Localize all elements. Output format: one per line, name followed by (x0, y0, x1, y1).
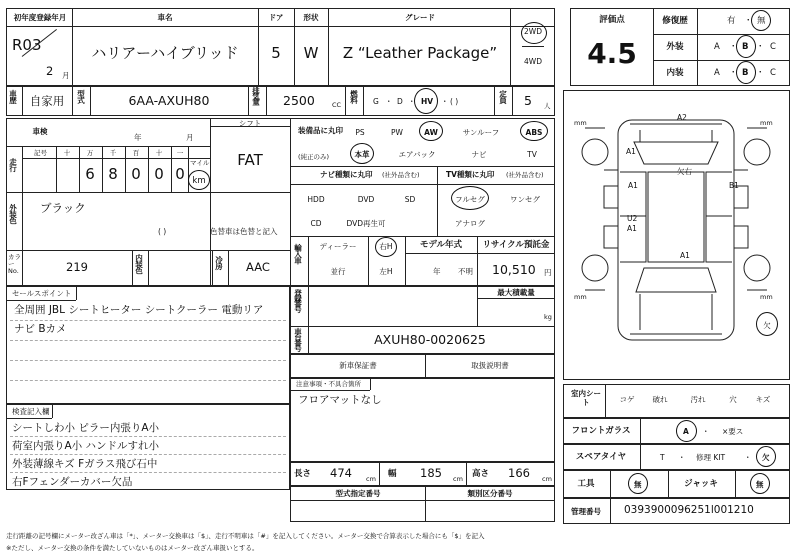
mark-ketsu: 欠 (763, 321, 771, 330)
chassis-number: AXUH80-0020625 (374, 332, 486, 347)
new-car-warranty: 新車保証書 (339, 361, 377, 370)
equip-leather: 本革 (354, 150, 370, 159)
mark-a1: A1 (628, 181, 638, 190)
tv-fullseg-circle (451, 186, 489, 210)
jack-value: 無 (756, 480, 764, 489)
model-year-label: モデル年式 (419, 240, 463, 250)
width: 185 (420, 466, 442, 480)
class-label: 類別区分番号 (467, 489, 513, 498)
tools-value: 無 (634, 480, 642, 489)
mark-ketsu-migi: 欠右 (677, 167, 692, 176)
shape-label: 形状 (303, 13, 319, 22)
notes-text: フロアマットなし (298, 394, 382, 406)
inspector-line: 外装薄線キズ Fガラス飛び石中 (12, 458, 158, 470)
auction-sheet: 初年度登録年月 車名 ドア 形状 グレード R03 2 月 ハリアーハイブリッド 5 W Z “Leather Package” 2WD 4WD 評価点 4.5 修復歴 外装 内装 有 ・ 無 A ・ B ・ C A ・ B ・ C 車歴 自家用 型式 6AA-AXUH80 排気量 2500 CC 燃料 G ・ D ・ HV ・ ( ) 定員 5 人 車検 年 月 シフト FAT 走行 記号 十 万 千 百 十 一 マイル 6 8 0 0 0 km 外装色 ブラック ( ) 色替車は色替と記入 カラーNo. 219 内装色 冷房 AAC 装備品に丸印 (純正のみ) PS PW AW サンルーフ ABS 本革 エアバック ナビ TV ナビ種類に丸印 (社外品含む) TV種類に丸印 (社外品含む) HDD DVD SD CD DVD再生可 フルセグ ワンセグ アナログ 輸入車 ディーラー 並行 右H 左H モデル年式 年 不明 リサイクル預託金 10,510 円 セールスポイント 全周囲 JBL シートヒーター シートクーラー 電動リア ナビ Bカメ 登録番号 最大積載量 kg 車台番号 AXUH80-0020625 新車保証書 取扱説明書 注意事項・不具合箇所 フロアマットなし 検査記入欄 シートしわ小 ピラー内張りA小 荷室内張りA小 ハンドルすれ小 外装薄線キズ Fガラス飛び石中 右Fフェンダーカバー欠品 長さ 474 cm 幅 185 cm 高さ 166 cm 型式指定番号 類別区分番号 A2 A1 欠右 A1 B1 U2 A1 A1 欠 mm mm mm mm 室内シート コゲ 破れ 汚れ 穴 キズ フロントガラス A ・ ×要ス スペアタイヤ T ・ 修理 KIT ・ 欠 工具 無 ジャッキ 無 管理番号 0393900096251l001210 走行距離の記号欄にメーター改ざん車は「*」、メーター交換車は「$」、走行不明車は「#」を記入してください。メーター交換で合算表示した場合にも「$」を記入 ※ただし、メーター交換の条件を満たしていないものはメーター改ざん車扱いとする。 (0, 0, 800, 557)
length: 474 (330, 466, 352, 480)
fuel-hv: HV (421, 97, 434, 106)
ac-label: 冷房 (214, 256, 224, 269)
sales-point-line: ナビ Bカメ (14, 323, 67, 335)
windshield-label: フロントガラス (571, 426, 631, 436)
mileage-label: 走行 (8, 158, 18, 171)
repair-label: 修復歴 (662, 16, 688, 26)
warranty-box (290, 354, 555, 378)
tools-label: 工具 (577, 479, 595, 489)
door-label: ドア (268, 13, 284, 22)
spare-tire-label: スペアタイヤ (575, 452, 627, 462)
mileage-digit: 8 (108, 165, 118, 183)
shift-label: シフト (238, 119, 262, 128)
sales-point-label: セールスポイント (12, 289, 72, 298)
spare-ketsu-circle (756, 446, 776, 467)
damage-diagram (563, 90, 790, 380)
mgmt-label: 管理番号 (571, 507, 601, 516)
body-shape: W (303, 44, 319, 62)
mgmt-number: 0393900096251l001210 (624, 504, 754, 516)
mileage-unit-km: km (192, 176, 206, 186)
exterior-label: 外装 (666, 42, 684, 52)
owner-manual: 取扱説明書 (471, 361, 509, 370)
tv-fullseg: フルセグ (455, 195, 485, 204)
equip-abs: ABS (525, 128, 543, 137)
tv-title: TV種類に丸印 (446, 170, 495, 179)
mark-a2: A2 (677, 113, 687, 122)
equip-leather-circle (350, 143, 374, 164)
windshield-a-circle (676, 420, 697, 442)
inspector-line: 荷室内張りA小 ハンドルすれ小 (12, 440, 160, 452)
repair-nashi: 無 (757, 16, 766, 26)
windshield-a: A (683, 427, 689, 436)
jack-circle (750, 473, 770, 494)
drive-2wd: 2WD (524, 27, 542, 36)
navi-title: ナビ種類に丸印 (320, 170, 373, 179)
usage-label: 車歴 (8, 90, 18, 103)
mark-u2: U2 (627, 214, 638, 223)
score-label: 評価点 (599, 15, 625, 25)
interior-label: 内装 (666, 68, 684, 78)
equip-aw-circle (419, 121, 443, 141)
mileage-digit: 0 (175, 165, 185, 183)
equip-aw: AW (424, 128, 438, 137)
designation-box (290, 486, 555, 522)
designation-label: 型式指定番号 (335, 489, 381, 498)
capacity-label: 定員 (498, 90, 508, 103)
color-label: 外装色 (8, 204, 18, 224)
color-no: 219 (66, 260, 88, 274)
inspector-label: 検査記入欄 (12, 407, 50, 416)
right-h-circle (375, 237, 397, 257)
model-label: 型式 (76, 90, 86, 103)
reg-number-label: 登録番号 (293, 289, 303, 311)
chassis-label: 車台番号 (293, 328, 303, 350)
interior-rating-circle (736, 61, 756, 84)
ketsu-circle (756, 312, 778, 336)
mark-a1: A1 (626, 147, 636, 156)
inspector-line: 右Fフェンダーカバー欠品 (12, 476, 133, 488)
car-name: ハリアーハイブリッド (91, 44, 239, 62)
mileage-digit: 6 (85, 165, 95, 183)
interior-rating: B (742, 68, 749, 78)
height: 166 (508, 466, 530, 480)
model-code: 6AA-AXUH80 (128, 93, 210, 108)
displacement: 2500 (283, 93, 315, 108)
mileage-digit: 0 (154, 165, 164, 183)
capacity: 5 (524, 93, 532, 108)
color-no-label: カラーNo. (8, 253, 21, 276)
notes-label: 注意事項・不具合箇所 (296, 380, 361, 388)
km-circle (188, 170, 210, 190)
inspection-label: 車検 (32, 127, 48, 136)
name-label: 車名 (157, 13, 173, 22)
equip-abs-circle (520, 121, 548, 141)
door-count: 5 (271, 44, 281, 62)
reg-month: 2 (46, 64, 54, 78)
month-unit: 月 (62, 71, 70, 80)
drive-2wd-circle (521, 22, 547, 44)
first-reg-label: 初年度登録年月 (13, 13, 67, 22)
grade: Z “Leather Package” (342, 44, 498, 62)
recycle-label: リサイクル預託金 (482, 240, 550, 250)
mark-b1: B1 (729, 181, 739, 190)
import-label: 輸入車 (293, 244, 303, 264)
tools-circle (628, 473, 648, 494)
repair-ari: 有 (727, 16, 736, 26)
displacement-label: 排気量 (251, 87, 261, 104)
jack-label: ジャッキ (684, 479, 718, 489)
recycle-fee: 10,510 (492, 262, 536, 277)
fuel-hv-circle (414, 88, 438, 114)
footer-note-1: 走行距離の記号欄にメーター改ざん車は「*」、メーター交換車は「$」、走行不明車は「#」を記入してください。メーター交換で合算表示した場合にも「$」を記入 (6, 532, 485, 540)
fuel-label: 燃料 (349, 90, 359, 103)
import-right-h: 右H (379, 242, 393, 251)
repair-nashi-circle (751, 10, 771, 31)
sales-point-line: 全周囲 JBL シートヒーター シートクーラー 電動リア (14, 304, 264, 316)
ac-value: AAC (246, 260, 270, 274)
exterior-rating: B (742, 42, 749, 52)
mark-a1: A1 (680, 251, 690, 260)
interior-color-label: 内装色 (134, 254, 144, 274)
max-load-label: 最大積載量 (497, 288, 535, 297)
interior-seat-label: 室内シート (571, 389, 601, 408)
shift-value: FAT (237, 151, 263, 169)
score-value: 4.5 (587, 37, 637, 70)
equipment-label: 装備品に丸印 (298, 126, 343, 135)
mileage-digit: 0 (131, 165, 141, 183)
spare-tire-ketsu: 欠 (762, 453, 770, 462)
grade-label: グレード (405, 13, 435, 22)
color-value: ブラック (40, 201, 86, 215)
drive-4wd: 4WD (524, 57, 542, 66)
exterior-rating-circle (736, 35, 756, 58)
color-change-note: 色替車は色替と記入 (210, 227, 278, 236)
registration-row (6, 86, 555, 116)
usage-value: 自家用 (29, 94, 65, 108)
footer-note-2: ※ただし、メーター交換の条件を満たしていないものはメーター改ざん車扱いとする。 (6, 544, 259, 552)
reg-year: R03 (12, 36, 42, 54)
mark-a1: A1 (627, 224, 637, 233)
inspector-line: シートしわ小 ピラー内張りA小 (12, 422, 160, 434)
